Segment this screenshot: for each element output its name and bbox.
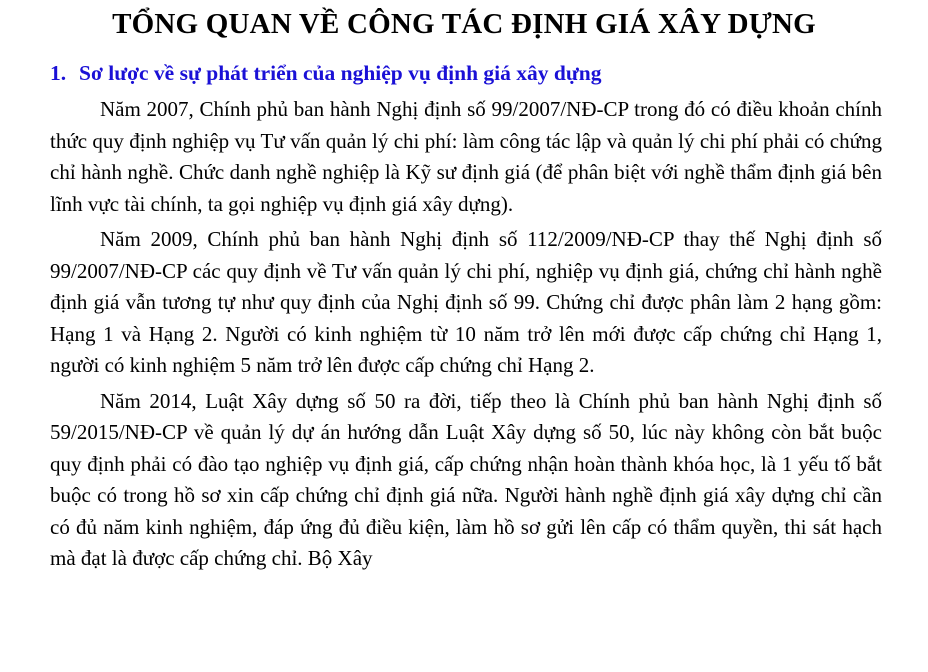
- document-body: [50, 94, 882, 579]
- document-title: TỔNG QUAN VỀ CÔNG TÁC ĐỊNH GIÁ XÂY DỰNG: [112, 8, 816, 40]
- section-number: 1.: [50, 61, 67, 85]
- section-heading: [50, 58, 601, 88]
- section-heading-text: Sơ lược về sự phát triển của nghiệp vụ định giá xây dựng: [79, 61, 602, 85]
- paragraph-2014: Năm 2014, Luật Xây dựng số 50 ra đời, tiếp theo là Chính phủ ban hành Nghị định số 59/2015/NĐ-CP về quản lý dự án hướng dẫn Luật Xây dựng số 50, lúc này không còn bắt buộc quy định phải có đào tạo nghiệp vụ định giá, cấp chứng nhận hoàn thành khóa học, là 1 yếu tố bắt buộc có trong hồ sơ xin cấp chứng chỉ định giá nữa. Người hành nghề định giá xây dựng chỉ cần có đủ năm kinh nghiệm, đáp ứng đủ điều kiện, làm hồ sơ gửi lên cấp có thẩm quyền, thi sát hạch mà đạt là được cấp chứng chỉ. Bộ Xây: [50, 388, 882, 570]
- paragraph-2009: Năm 2009, Chính phủ ban hành Nghị định số 112/2009/NĐ-CP thay thế Nghị định số 99/2007/NĐ-CP các quy định về Tư vấn quản lý chi phí, nghiệp vụ định giá, chứng chỉ hành nghề định giá vẫn tương tự như quy định của Nghị định số 99. Chứng chỉ được phân làm 2 hạng gồm: Hạng 1 và Hạng 2. Người có kinh nghiệm từ 10 năm trở lên mới được cấp chứng chỉ Hạng 1, người có kinh nghiệm 5 năm trở lên được cấp chứng chỉ Hạng 2.: [50, 227, 882, 377]
- paragraph-2007: Năm 2007, Chính phủ ban hành Nghị định số 99/2007/NĐ-CP trong đó có điều khoản chính thức quy định nghiệp vụ Tư vấn quản lý chi phí: làm công tác lập và quản lý chi phí phải có chứng chỉ hành nghề. Chức danh nghề nghiệp là Kỹ sư định giá (để phân biệt với nghề thẩm định giá bên lĩnh vực tài chính, ta gọi nghiệp vụ định giá xây dựng).: [50, 97, 882, 216]
